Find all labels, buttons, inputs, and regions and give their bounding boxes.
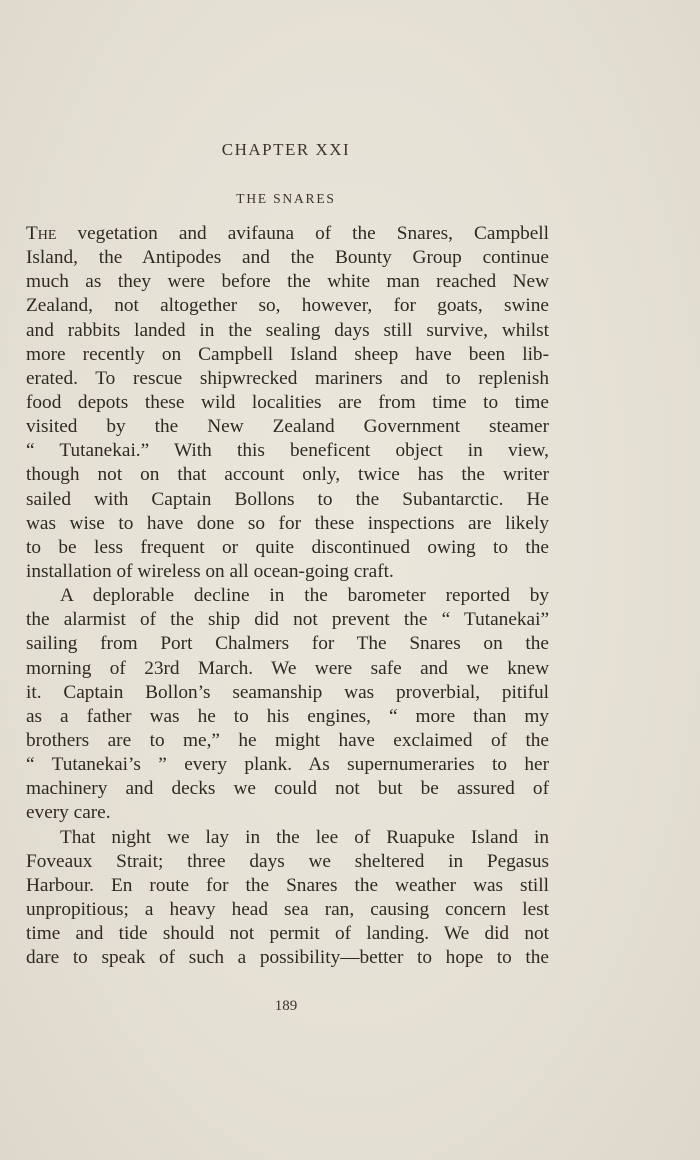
text-line: though not on that account only, twice has the writer bbox=[26, 464, 549, 486]
text-line: the alarmist of the ship did not prevent the “ Tutanekai” bbox=[26, 609, 549, 631]
text-line: to be less frequent or quite discontinued owing to the bbox=[26, 536, 549, 558]
text-line: morning of 23rd March. We were safe and we knew bbox=[26, 657, 549, 679]
text-line: sailing from Port Chalmers for The Snares on the bbox=[26, 633, 549, 655]
text-line: “ Tutanekai’s ” every plank. As supernumeraries to her bbox=[26, 754, 549, 776]
text-line: Foveaux Strait; three days we sheltered in Pegasus bbox=[26, 850, 549, 872]
text-line: The vegetation and avifauna of the Snares, Campbell bbox=[26, 223, 549, 244]
body-text bbox=[26, 222, 549, 970]
text-line: time and tide should not permit of landing. We did not bbox=[26, 923, 549, 945]
text-line: brothers are to me,” he might have exclaimed of the bbox=[26, 729, 549, 751]
text-line: every care. bbox=[26, 802, 111, 824]
text-line: “ Tutanekai.” With this beneficent object in view, bbox=[26, 440, 549, 462]
text-line: That night we lay in the lee of Ruapuke Island in bbox=[60, 826, 549, 848]
text-line: Island, the Antipodes and the Bounty Group continue bbox=[26, 247, 549, 269]
text-line: installation of wireless on all ocean-going craft. bbox=[26, 560, 394, 582]
text-line: and rabbits landed in the sealing days still survive, whilst bbox=[26, 319, 549, 341]
text-line: sailed with Captain Bollons to the Subantarctic. He bbox=[26, 488, 549, 510]
text-line: much as they were before the white man reached New bbox=[26, 271, 549, 293]
chapter-heading: CHAPTER XXI bbox=[221, 140, 351, 159]
text-line: more recently on Campbell Island sheep have been lib- bbox=[26, 343, 549, 365]
text-line: Harbour. En route for the Snares the weather was still bbox=[26, 874, 549, 896]
text-line: unpropitious; a heavy head sea ran, causing concern lest bbox=[26, 898, 549, 920]
text-line: machinery and decks we could not but be assured of bbox=[26, 778, 549, 800]
page-number: 189 bbox=[274, 998, 298, 1014]
text-line: Zealand, not altogether so, however, for goats, swine bbox=[26, 295, 549, 317]
text-line: it. Captain Bollon’s seamanship was proverbial, pitiful bbox=[26, 681, 549, 703]
drop-word: The bbox=[26, 223, 57, 244]
text-line: food depots these wild localities are from time to time bbox=[26, 391, 549, 413]
text-line: erated. To rescue shipwrecked mariners and to replenish bbox=[26, 367, 549, 389]
text-line: dare to speak of such a possibility—better to hope to the bbox=[26, 947, 549, 969]
text-line: was wise to have done so for these inspections are likely bbox=[26, 512, 549, 534]
section-heading: THE SNARES bbox=[236, 191, 336, 206]
text-line: visited by the New Zealand Government steamer bbox=[26, 416, 549, 438]
text-line: A deplorable decline in the barometer reported by bbox=[60, 585, 549, 607]
text-line: as a father was he to his engines, “ more than my bbox=[26, 705, 549, 727]
